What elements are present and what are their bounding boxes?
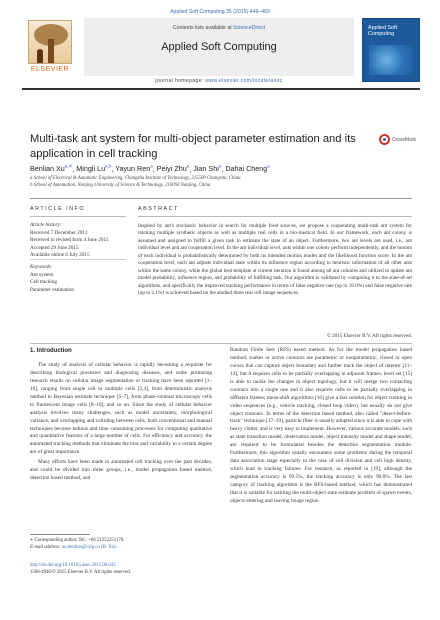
author[interactable]: Dahai Cheng$^a$ bbox=[225, 164, 270, 174]
homepage-link[interactable]: www.elsevier.com/locate/asoc bbox=[205, 78, 283, 84]
keywords bbox=[30, 264, 126, 294]
footnote-divider bbox=[30, 534, 90, 535]
journal-title: Applied Soft Computing bbox=[161, 41, 277, 53]
affiliation-b: b School of Automation, Nanjing University of Science & Technology, 210094 Nanjing, China bbox=[30, 183, 211, 188]
journal-cover bbox=[362, 18, 420, 82]
elsevier-logo bbox=[22, 20, 78, 80]
author[interactable]: Mingli Lu$^{a,b}$ bbox=[76, 164, 112, 174]
author[interactable]: Jian Shi$^a$ bbox=[193, 164, 222, 174]
history-received: Received 7 December 2012 bbox=[30, 229, 88, 236]
email-note: E-mail address: xu.benlian@cslg.cn (B. Xu). bbox=[30, 545, 117, 551]
corresponding-author-note: ∗ Corresponding author. Tel.: +86 51252251170. bbox=[30, 538, 125, 543]
author[interactable]: Yayun Ren$^a$ bbox=[115, 164, 153, 174]
keywords-label: Keywords: bbox=[30, 264, 53, 270]
abstract-heading: ABSTRACT bbox=[138, 206, 179, 212]
paragraph: Many efforts have been made in automated cell tracking over the past decades, and could be divided into three groups, i.e., model propagation based method, detection based method, and bbox=[30, 459, 212, 482]
divider bbox=[30, 216, 126, 217]
author[interactable]: Peiyi Zhu$^a$ bbox=[156, 164, 190, 174]
divider bbox=[30, 198, 412, 199]
body-column-right bbox=[230, 347, 412, 506]
header-banner bbox=[84, 18, 354, 76]
sciencedirect-link[interactable]: ScienceDirect bbox=[233, 25, 266, 31]
article-history bbox=[30, 222, 126, 260]
publisher-name: ELSEVIER bbox=[30, 66, 70, 73]
history-accepted: Accepted 29 June 2015 bbox=[30, 244, 79, 251]
history-revised: Received in revised form 4 June 2015 bbox=[30, 237, 109, 244]
crossmark-label: CrossMark bbox=[391, 136, 416, 143]
body-column-left bbox=[30, 347, 212, 485]
author-list: Benlian $Xu^{a,∗}$, Mingli Lu$^{a,b}$, Yayun Ren$^a$, Peiyi Zhu$^a$, Jian Shi$^a$, Dahai Cheng$^a$ bbox=[30, 164, 270, 174]
affiliation-a: a School of Electrical & Automatic Engineering, Changshu Institute of Technology, 215500 Changshu, China bbox=[30, 176, 241, 181]
issn-line: 1568-4946/© 2015 Elsevier B.V. All rights reserved. bbox=[30, 570, 131, 575]
history-label: Article history: bbox=[30, 222, 62, 228]
cover-art-icon bbox=[369, 45, 413, 75]
cover-title: Applied Soft Computing bbox=[368, 25, 398, 38]
copyright: © 2015 Elsevier B.V. All rights reserved. bbox=[326, 333, 412, 339]
journal-header bbox=[22, 18, 420, 86]
elsevier-tree-icon bbox=[28, 20, 72, 64]
keyword: Parameter estimation bbox=[30, 286, 74, 293]
history-online: Available online 6 July 2015 bbox=[30, 252, 90, 259]
journal-citation: Applied Soft Computing 35 (2015) 449–469 bbox=[170, 9, 270, 15]
paragraph: Random Finite Sets (RFS) based method. As for the model propagation based method, snakes or active contours are parametric or nonparametric, closed or open curves that can capture object boundary and further track the object of interest [11–14], but it requires cells to be partially overlapping in adjacent frames; level set [15] is able to tackle the changes in object topology, but it will merge two contacting contours into a single one and it also requires cells to be partially overlapping in different frames; mean-shift algorithms [16] give a fast solution for object tracking in video sequences (e.g., vehicle tracking, closed loop video), but usually do not give object contours. In terms of the detection based method, also called "detect-before-track" technique [17–19], particle filter is usually adopted since it is able to cope with heavy clutter, and is very easy to implement. However, various accurate models, such as state transition model, observation model, object intensity model and shape model, are required to be formulated besides the detection segmentation module. Furthermore, this algorithm usually encounters some problems during the temporal data association stage especially in the case of cell division and cell high density, which lead to tracking failures. For instance, as reported in [19], although the segmentation accuracy is 99.5%, the tracking accuracy is only 90.0%. The last category of tracking algorithm is the RFS-based method, which has demonstrated that it is suitable for tackling the multi-object state estimate problem of spawn events, objects entering and leaving image region bbox=[230, 347, 412, 504]
abstract-text: Inspired by ant's stochastic behavior in search for multiple food sources, we propose a cooperating multi-task ant system for tracking multiple synthetic objects as well as multiple real cells in a bio-medical field. In our framework, each ant colony is assumed and assigned to fulfill a given task to estimate the state of an object. Furthermore, two ant levels are used, i.e., ant individual level and ant cooperation level. In the ant individual level, ants within one colony perform independently, and the motion of each individual is probabilistically determined by both its intended motion modes and the likelihood function score. In the ant cooperation level, each ant adjusts individual state within its influence region according to heuristic information of all other ants within the same colony, while the global best template at current iteration is found among all ant colonies and utilized to update ant model probability, influence region, and probability of fulfilling task. Our algorithm is validated by comparing it to the state-of-art algorithms, and specifically the improved tracking performance in terms of false negative rate (up to 10.0%) and false negative rate (up to 2.1%) is achieved based on the studied three real cell image sequences. bbox=[138, 223, 412, 296]
keyword: Ant system bbox=[30, 271, 54, 278]
author[interactable]: Benlian $Xu^{a,∗}$ bbox=[30, 164, 73, 174]
keyword: Cell tracking bbox=[30, 279, 57, 286]
divider bbox=[30, 259, 126, 260]
paper-title: Multi-task ant system for multi-object parameter estimation and its application in cell tracking bbox=[30, 133, 356, 160]
crossmark-icon bbox=[379, 134, 390, 145]
divider bbox=[138, 216, 412, 217]
paragraph: The study of analysis of cellular behavior is rapidly becoming a requisite for describing biological processes and diagnosing diseases, and some promising research results on cellular image segmentation or tracking have been reported [1–10], ranging from single cell to multiple cells [3,4], from deterministic analysis method to Bayesian estimate technique [5–7], from phase-contrast microscopy cells to fluorescent image cells [8–10], and so on. Since the study of cellular behavior analysis involves many challenges, such as model uncertainty, morphological variance, and overlapping and colliding between cells, both conventional and manual techniques become tedious and time consuming processes for computing qualitative and quantitative features of a large number of cells. For efficiency and accuracy, the automated tracking methods that eliminate the bias and variability to a certain degree are of great importance. bbox=[30, 362, 212, 456]
doi-link[interactable]: http://dx.doi.org/10.1016/j.asoc.2015.06.045 bbox=[30, 563, 116, 568]
crossmark-badge[interactable] bbox=[379, 134, 416, 145]
section-heading: 1. Introduction bbox=[30, 348, 72, 354]
header-divider bbox=[22, 88, 420, 90]
email-link[interactable]: xu.benlian@cslg.cn (B. Xu). bbox=[61, 545, 117, 551]
footnotes bbox=[30, 537, 212, 551]
divider bbox=[30, 343, 412, 344]
homepage-line: journal homepage: www.elsevier.com/locate/asoc bbox=[155, 78, 283, 84]
article-info-heading: ARTICLE INFO bbox=[30, 206, 86, 212]
contents-line: Contents lists available at ScienceDirect bbox=[172, 25, 266, 31]
